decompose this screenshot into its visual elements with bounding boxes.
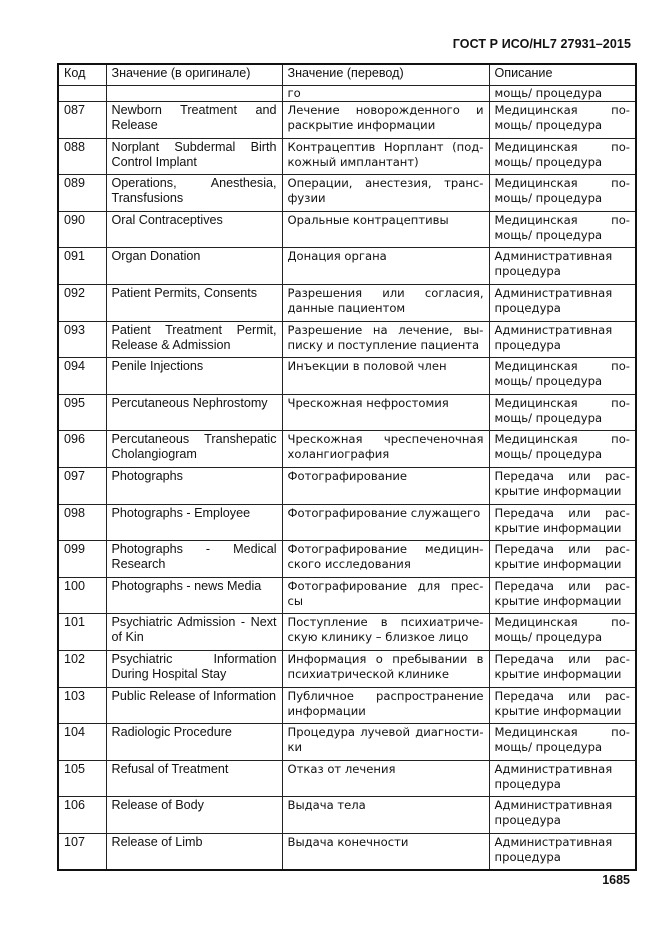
cell-original: Public Release of Information <box>106 687 282 724</box>
cell-original: Percutaneous Nephrostomy <box>106 394 282 431</box>
cell-translation: Фотографирование для прес-сы <box>282 577 489 614</box>
cell-description: мощь/ процедура <box>489 86 636 102</box>
column-header-code: Код <box>58 64 106 86</box>
table-row <box>58 833 636 870</box>
cell-translation: Чрескожная чреспеченочная холангиография <box>282 431 489 468</box>
table-row <box>58 211 636 248</box>
cell-code: 089 <box>58 175 106 212</box>
cell-original: Psychiatric Information During Hospital Stay <box>106 650 282 687</box>
cell-original: Photographs <box>106 467 282 504</box>
cell-description: Административная процедура <box>489 248 636 285</box>
cell-translation: Инъекции в половой член <box>282 358 489 395</box>
cell-description: Передача или рас-крытие информации <box>489 467 636 504</box>
cell-translation: Донация органа <box>282 248 489 285</box>
cell-code: 101 <box>58 614 106 651</box>
cell-translation: го <box>282 86 489 102</box>
cell-original: Organ Donation <box>106 248 282 285</box>
cell-translation: Контрацептив Норплант (под-кожный имплантант) <box>282 138 489 175</box>
cell-original: Release of Body <box>106 797 282 834</box>
cell-original: Newborn Treatment and Release <box>106 102 282 139</box>
cell-code: 094 <box>58 358 106 395</box>
cell-translation: Выдача конечности <box>282 833 489 870</box>
cell-original: Psychiatric Admission - Next of Kin <box>106 614 282 651</box>
cell-original: Photographs - news Media <box>106 577 282 614</box>
cell-description: Административная процедура <box>489 833 636 870</box>
table-row <box>58 284 636 321</box>
cell-translation: Поступление в психиатриче-скую клинику – близкое лицо <box>282 614 489 651</box>
cell-translation: Процедура лучевой диагности-ки <box>282 724 489 761</box>
cell-code: 107 <box>58 833 106 870</box>
cell-code: 100 <box>58 577 106 614</box>
cell-description: Медицинская по-мощь/ процедура <box>489 614 636 651</box>
cell-code: 102 <box>58 650 106 687</box>
cell-translation: Лечение новорожденного и раскрытие информации <box>282 102 489 139</box>
cell-original: Oral Contraceptives <box>106 211 282 248</box>
table-row <box>58 724 636 761</box>
cell-original: Photographs - Employee <box>106 504 282 541</box>
cell-description: Медицинская по-мощь/ процедура <box>489 138 636 175</box>
cell-description: Медицинская по-мощь/ процедура <box>489 211 636 248</box>
cell-code <box>58 86 106 102</box>
cell-translation: Фотографирование медицин-ского исследования <box>282 541 489 578</box>
cell-code: 093 <box>58 321 106 358</box>
cell-description: Передача или рас-крытие информации <box>489 577 636 614</box>
page-number: 1685 <box>602 873 630 887</box>
cell-description: Административная процедура <box>489 284 636 321</box>
cell-translation: Выдача тела <box>282 797 489 834</box>
cell-translation: Отказ от лечения <box>282 760 489 797</box>
cell-description: Передача или рас-крытие информации <box>489 504 636 541</box>
cell-description: Медицинская по-мощь/ процедура <box>489 394 636 431</box>
codes-table <box>57 63 637 871</box>
cell-original: Penile Injections <box>106 358 282 395</box>
cell-translation: Информация о пребывании в психиатрической клинике <box>282 650 489 687</box>
cell-original: Percutaneous Transhepatic Cholangiogram <box>106 431 282 468</box>
table-row <box>58 614 636 651</box>
cell-translation: Разрешение на лечение, вы-писку и поступление пациента <box>282 321 489 358</box>
cell-code: 092 <box>58 284 106 321</box>
cell-translation: Чрескожная нефростомия <box>282 394 489 431</box>
cell-code: 096 <box>58 431 106 468</box>
cell-code: 088 <box>58 138 106 175</box>
cell-description: Медицинская по-мощь/ процедура <box>489 175 636 212</box>
table-row <box>58 541 636 578</box>
table-row <box>58 760 636 797</box>
cell-code: 087 <box>58 102 106 139</box>
table-row <box>58 504 636 541</box>
cell-code: 098 <box>58 504 106 541</box>
cell-translation: Оральные контрацептивы <box>282 211 489 248</box>
cell-original <box>106 86 282 102</box>
cell-original: Radiologic Procedure <box>106 724 282 761</box>
cell-description: Медицинская по-мощь/ процедура <box>489 102 636 139</box>
table-row <box>58 358 636 395</box>
cell-description: Административная процедура <box>489 760 636 797</box>
column-header-translation: Значение (перевод) <box>282 64 489 86</box>
cell-code: 103 <box>58 687 106 724</box>
cell-original: Norplant Subdermal Birth Control Implant <box>106 138 282 175</box>
column-header-description: Описание <box>489 64 636 86</box>
table-row-continuation <box>58 86 636 102</box>
table-row <box>58 138 636 175</box>
cell-code: 106 <box>58 797 106 834</box>
cell-code: 097 <box>58 467 106 504</box>
table-row <box>58 687 636 724</box>
document-standard-header: ГОСТ Р ИСО/HL7 27931–2015 <box>452 37 631 51</box>
cell-description: Медицинская по-мощь/ процедура <box>489 358 636 395</box>
cell-translation: Фотографирование <box>282 467 489 504</box>
cell-code: 091 <box>58 248 106 285</box>
cell-translation: Публичное распространение информации <box>282 687 489 724</box>
table-row <box>58 394 636 431</box>
cell-original: Patient Permits, Consents <box>106 284 282 321</box>
cell-original: Patient Treatment Permit, Release & Admission <box>106 321 282 358</box>
cell-code: 090 <box>58 211 106 248</box>
table-row <box>58 467 636 504</box>
table-row <box>58 321 636 358</box>
cell-original: Operations, Anesthesia, Transfusions <box>106 175 282 212</box>
cell-code: 099 <box>58 541 106 578</box>
cell-translation: Разрешения или согласия, данные пациентом <box>282 284 489 321</box>
cell-description: Административная процедура <box>489 321 636 358</box>
cell-description: Медицинская по-мощь/ процедура <box>489 724 636 761</box>
cell-description: Передача или рас-крытие информации <box>489 687 636 724</box>
cell-code: 104 <box>58 724 106 761</box>
table-row <box>58 650 636 687</box>
cell-code: 095 <box>58 394 106 431</box>
cell-original: Photographs - Medical Research <box>106 541 282 578</box>
cell-original: Refusal of Treatment <box>106 760 282 797</box>
cell-translation: Операции, анестезия, транс-фузии <box>282 175 489 212</box>
column-header-original: Значение (в оригинале) <box>106 64 282 86</box>
table-row <box>58 175 636 212</box>
table-row <box>58 797 636 834</box>
cell-translation: Фотографирование служащего <box>282 504 489 541</box>
table-header-row <box>58 64 636 86</box>
cell-description: Медицинская по-мощь/ процедура <box>489 431 636 468</box>
cell-original: Release of Limb <box>106 833 282 870</box>
table-row <box>58 102 636 139</box>
cell-description: Передача или рас-крытие информации <box>489 650 636 687</box>
cell-description: Передача или рас-крытие информации <box>489 541 636 578</box>
cell-code: 105 <box>58 760 106 797</box>
table-row <box>58 577 636 614</box>
table-row <box>58 431 636 468</box>
table-row <box>58 248 636 285</box>
cell-description: Административная процедура <box>489 797 636 834</box>
